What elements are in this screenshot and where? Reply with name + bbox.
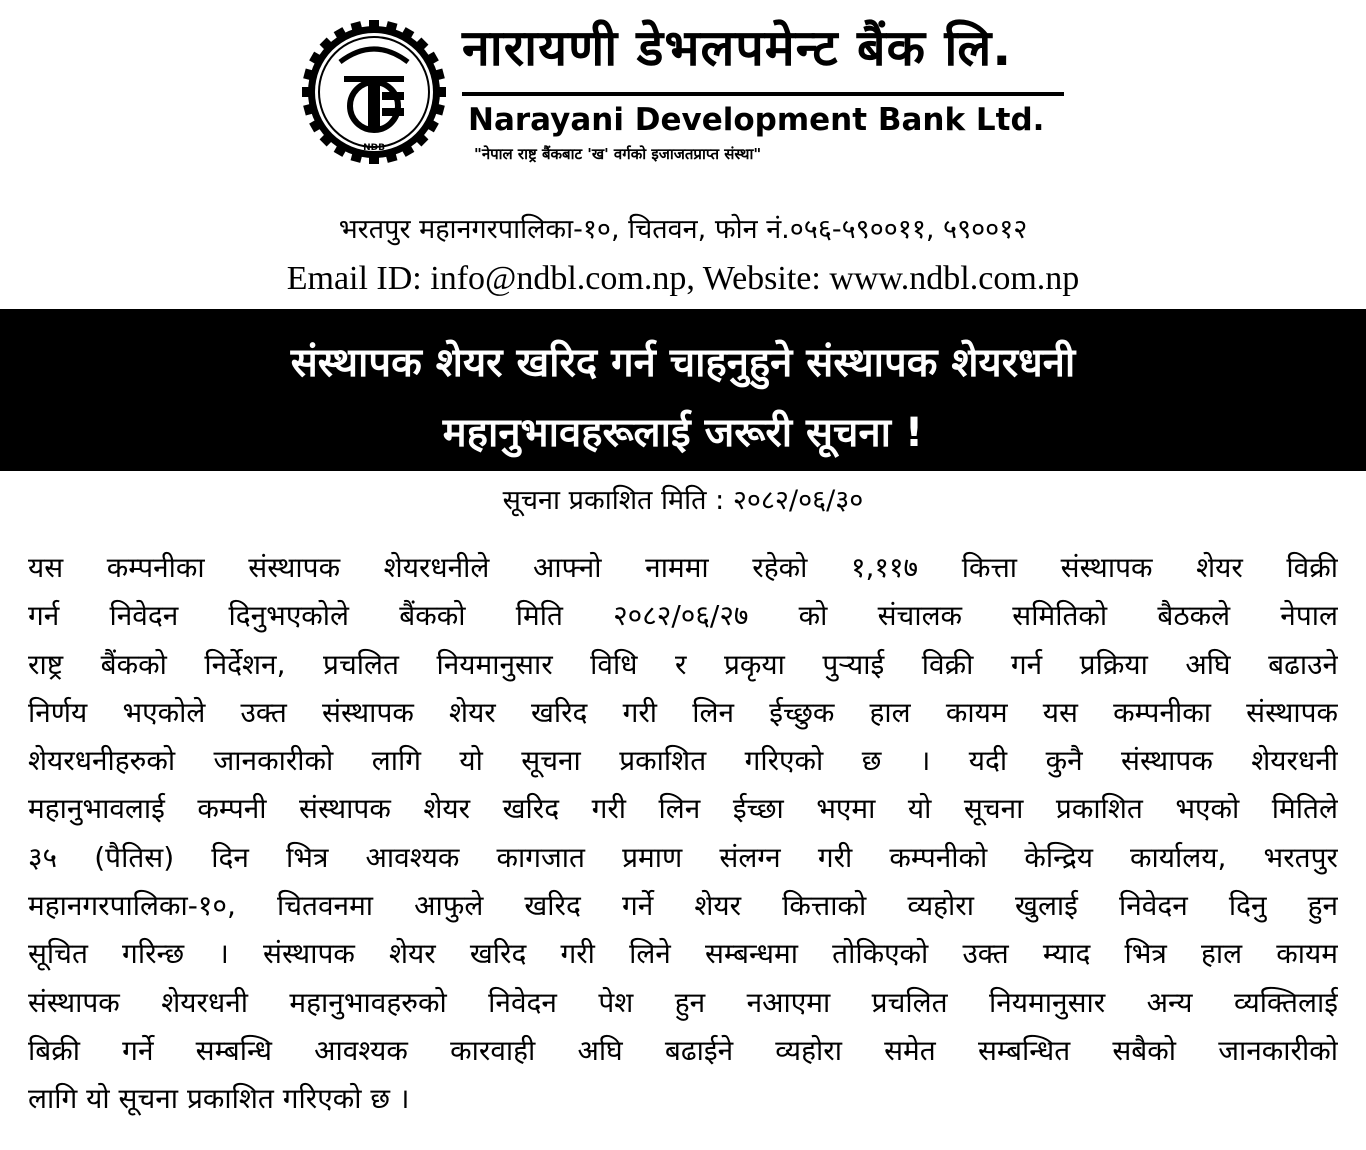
notice-body-line: सूचित गरिन्छ । संस्थापक शेयर खरिद गरी लिने सम्बन्धमा तोकिएको उक्त म्याद भित्र हाल कायम xyxy=(28,937,1338,971)
notice-body xyxy=(28,544,1338,1124)
bank-name-english: Narayani Development Bank Ltd. xyxy=(468,102,1045,138)
bank-tagline: "नेपाल राष्ट्र बैंकबाट 'ख' वर्गको इजाजतप्राप्त संस्था" xyxy=(474,145,762,163)
logo-text: NDB xyxy=(363,143,385,153)
bank-name-nepali: नारायणी डेभलपमेन्ट बैंक लि. xyxy=(462,19,1013,77)
notice-body-line: ३५ (पैतिस) दिन भित्र आवश्यक कागजात प्रमाण संलग्न गरी कम्पनीको केन्द्रिय कार्यालय, भरतपुर xyxy=(28,840,1338,874)
notice-body-line: संस्थापक शेयरधनी महानुभावहरुको निवेदन पेश हुन नआएमा प्रचलित नियमानुसार अन्य व्यक्तिलाई xyxy=(28,985,1338,1019)
notice-body-line: गर्न निवेदन दिनुभएकोले बैंकको मिति २०८२/०६/२७ को संचालक समितिको बैठकले नेपाल xyxy=(28,599,1338,633)
notice-body-line: बिक्री गर्ने सम्बन्धि आवश्यक कारवाही अघि बढाईने व्यहोरा समेत सम्बन्धित सबैको जानकारीको xyxy=(28,1033,1338,1067)
notice-body-line: लागि यो सूचना प्रकाशित गरिएको छ । xyxy=(28,1082,410,1116)
bank-contact: Email ID: info@ndbl.com.np, Website: www.ndbl.com.np xyxy=(286,260,1080,297)
notice-title-line-2: महानुभावहरूलाई जरूरी सूचना ! xyxy=(442,410,924,456)
notice-body-line: महानुभावलाई कम्पनी संस्थापक शेयर खरिद गरी लिन ईच्छा भएमा यो सूचना प्रकाशित भएको मितिले xyxy=(28,792,1338,826)
bank-address: भरतपुर महानगरपालिका-१०, चितवन, फोन नं.०५६-५९००११, ५९००१२ xyxy=(338,214,1028,245)
notice-title-banner xyxy=(0,309,1366,471)
published-date: सूचना प्रकाशित मिति : २०८२/०६/३० xyxy=(502,485,864,516)
header-rule xyxy=(462,92,1064,96)
notice-title-line-1: संस्थापक शेयर खरिद गर्न चाहनुहुने संस्थापक शेयरधनी xyxy=(290,340,1076,386)
bank-seal-icon xyxy=(300,18,448,166)
notice-body-line: शेयरधनीहरुको जानकारीको लागि यो सूचना प्रकाशित गरिएको छ । यदी कुनै संस्थापक शेयरधनी xyxy=(28,744,1338,778)
notice-body-line: यस कम्पनीका संस्थापक शेयरधनीले आफ्नो नाममा रहेको १,११७ कित्ता संस्थापक शेयर विक्री xyxy=(28,551,1338,584)
notice-body-line: निर्णय भएकोले उक्त संस्थापक शेयर खरिद गरी लिन ईच्छुक हाल कायम यस कम्पनीका संस्थापक xyxy=(28,695,1338,729)
notice-body-line: राष्ट्र बैंकको निर्देशन, प्रचलित नियमानुसार विधि र प्रकृया पुऱ्याई विक्री गर्न प्रक्रिया अघि बढाउने xyxy=(28,647,1338,681)
notice-body-line: महानगरपालिका-१०, चितवनमा आफुले खरिद गर्ने शेयर कित्ताको व्यहोरा खुलाई निवेदन दिनु हुन xyxy=(28,889,1338,923)
